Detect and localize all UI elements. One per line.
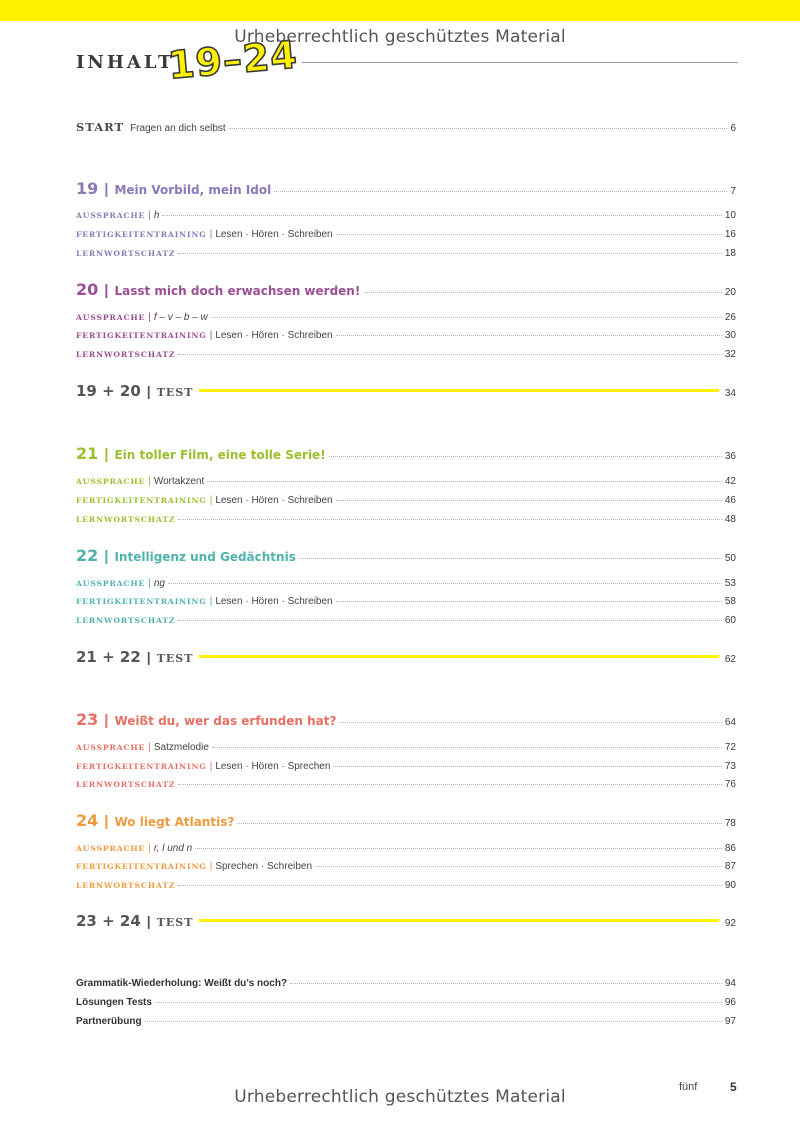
toc-entry-test-23-24[interactable] (76, 912, 736, 930)
page-number: 96 (724, 997, 736, 1008)
page-number: 78 (724, 818, 736, 829)
toc-sub-aussprache[interactable] (76, 843, 736, 854)
toc-sub-aussprache[interactable] (76, 210, 736, 221)
sub-label: FERTIGKEITENTRAINING (76, 597, 207, 606)
toc-sub-lernwortschatz[interactable] (76, 615, 736, 626)
page-number: 36 (724, 451, 736, 462)
toc-sub-lernwortschatz[interactable] (76, 779, 736, 790)
unit-title: Weißt du, wer das erfunden hat? (114, 714, 337, 728)
toc-entry-unit-23[interactable] (76, 710, 736, 729)
sub-text: Sprechen · Schreiben (215, 861, 313, 872)
toc-entry-test-19-20[interactable] (76, 382, 736, 400)
page-number: 42 (724, 476, 736, 487)
separator: | (209, 596, 213, 607)
separator: | (104, 446, 109, 463)
separator: | (104, 813, 109, 830)
extra-label: Grammatik-Wiederholung: Weißt du’s noch? (76, 978, 288, 989)
start-subtitle: Fragen an dich selbst (130, 123, 226, 134)
sub-text: Lesen · Hören · Schreiben (215, 330, 333, 341)
dot-leader (237, 823, 722, 824)
unit-title: Ein toller Film, eine tolle Serie! (114, 448, 326, 462)
toc-entry-unit-20[interactable] (76, 280, 736, 299)
extra-label: Lösungen Tests (76, 997, 152, 1008)
unit-title: Intelligenz und Gedächtnis (114, 550, 296, 564)
toc-entry-test-21-22[interactable] (76, 648, 736, 666)
page-number: 73 (724, 761, 736, 772)
dot-leader (336, 601, 722, 602)
yellow-rule (199, 919, 718, 922)
separator: | (148, 210, 151, 221)
unit-number: 19 (76, 179, 99, 198)
page-number: 92 (724, 918, 736, 929)
page-number: 76 (724, 779, 736, 790)
toc-sub-fertigkeitentraining[interactable] (76, 330, 736, 341)
page-number: 46 (724, 495, 736, 506)
page-number: 26 (724, 312, 736, 323)
page-number: 7 (730, 186, 736, 197)
test-label: TEST (156, 916, 194, 929)
page-number: 90 (724, 880, 736, 891)
separator: | (148, 476, 151, 487)
toc-entry-unit-21[interactable] (76, 444, 736, 463)
unit-title: Mein Vorbild, mein Idol (114, 183, 272, 197)
sub-label: FERTIGKEITENTRAINING (76, 762, 207, 771)
sub-text: r, l und n (153, 843, 193, 854)
unit-number: 22 (76, 546, 99, 565)
sub-label: LERNWORTSCHATZ (76, 780, 176, 789)
dot-leader (336, 500, 722, 501)
sub-label: FERTIGKEITENTRAINING (76, 862, 207, 871)
sub-label: LERNWORTSCHATZ (76, 515, 176, 524)
toc-entry-loesungen[interactable] (76, 997, 736, 1008)
extra-label: Partnerübung (76, 1016, 142, 1027)
toc-sub-aussprache[interactable] (76, 578, 736, 589)
yellow-rule (199, 389, 718, 392)
test-units: 23 + 24 (76, 912, 141, 930)
dot-leader (336, 234, 722, 235)
separator: | (148, 742, 151, 753)
test-units: 19 + 20 (76, 382, 141, 400)
header-rule (302, 62, 738, 63)
sub-label: AUSSPRACHE (76, 477, 146, 486)
dot-leader (336, 335, 722, 336)
dot-leader (333, 766, 721, 767)
toc-sub-lernwortschatz[interactable] (76, 514, 736, 525)
sub-label: LERNWORTSCHATZ (76, 881, 176, 890)
separator: | (146, 913, 151, 929)
sub-label: LERNWORTSCHATZ (76, 616, 176, 625)
separator: | (104, 712, 109, 729)
sub-text: Lesen · Hören · Sprechen (215, 761, 331, 772)
dot-leader (178, 885, 722, 886)
dot-leader (178, 784, 722, 785)
unit-number: 24 (76, 811, 99, 830)
unit-title: Lasst mich doch erwachsen werden! (114, 284, 361, 298)
separator: | (209, 229, 213, 240)
separator: | (209, 761, 213, 772)
dot-leader (229, 128, 728, 129)
unit-number: 21 (76, 444, 99, 463)
separator: | (148, 843, 151, 854)
separator: | (148, 312, 151, 323)
sub-label: FERTIGKEITENTRAINING (76, 496, 207, 505)
page-number: 64 (724, 717, 736, 728)
toc-entry-unit-19[interactable] (76, 179, 736, 198)
dot-leader (168, 583, 722, 584)
toc-entry-grammatik[interactable] (76, 978, 736, 989)
dot-leader (178, 354, 722, 355)
toc-sub-fertigkeitentraining[interactable] (76, 495, 736, 506)
page-number: 50 (724, 553, 736, 564)
dot-leader (290, 983, 722, 984)
dot-leader (207, 481, 722, 482)
dot-leader (363, 292, 722, 293)
toc-entry-start[interactable] (76, 120, 736, 134)
unit-number: 23 (76, 710, 99, 729)
separator: | (209, 861, 213, 872)
unit-title: Wo liegt Atlantis? (114, 815, 235, 829)
sub-text: ng (153, 578, 165, 589)
page-number: 30 (724, 330, 736, 341)
dot-leader (329, 456, 722, 457)
sub-text: f – v – b – w (153, 312, 208, 323)
toc-entry-unit-24[interactable] (76, 811, 736, 830)
test-units: 21 + 22 (76, 648, 141, 666)
separator: | (146, 383, 151, 399)
page-number: 87 (724, 861, 736, 872)
page-number: 10 (724, 210, 736, 221)
unit-range: 19–24 (166, 32, 300, 88)
separator: | (146, 649, 151, 665)
separator: | (104, 181, 109, 198)
dot-leader (315, 866, 722, 867)
sub-label: AUSSPRACHE (76, 743, 146, 752)
separator: | (104, 282, 109, 299)
toc-sub-lernwortschatz[interactable] (76, 349, 736, 360)
sub-label: AUSSPRACHE (76, 579, 146, 588)
sub-label: FERTIGKEITENTRAINING (76, 230, 207, 239)
sub-text: h (153, 210, 160, 221)
separator: | (104, 548, 109, 565)
dot-leader (211, 317, 722, 318)
test-label: TEST (156, 652, 194, 665)
toc-sub-aussprache[interactable] (76, 476, 736, 487)
dot-leader (178, 253, 722, 254)
dot-leader (195, 848, 722, 849)
page-number: 58 (724, 596, 736, 607)
sub-text: Lesen · Hören · Schreiben (215, 229, 333, 240)
toc-entry-unit-22[interactable] (76, 546, 736, 565)
sub-text: Wortakzent (153, 476, 205, 487)
dot-leader (155, 1002, 722, 1003)
page-number: 60 (724, 615, 736, 626)
sub-label: AUSSPRACHE (76, 211, 146, 220)
dot-leader (162, 215, 721, 216)
toc-sub-fertigkeitentraining[interactable] (76, 229, 736, 240)
dot-leader (299, 558, 722, 559)
toc-sub-lernwortschatz[interactable] (76, 880, 736, 891)
yellow-rule (199, 655, 718, 658)
dot-leader (274, 191, 727, 192)
toc-sub-aussprache[interactable] (76, 312, 736, 323)
page-number: 94 (724, 978, 736, 989)
toc-sub-fertigkeitentraining[interactable] (76, 761, 736, 772)
dot-leader (145, 1021, 722, 1022)
page-number-word: fünf (679, 1081, 698, 1093)
sub-text: Satzmelodie (153, 742, 209, 753)
sub-text: Lesen · Hören · Schreiben (215, 596, 333, 607)
sub-label: FERTIGKEITENTRAINING (76, 331, 207, 340)
start-label: START (76, 120, 125, 134)
dot-leader (178, 519, 722, 520)
test-label: TEST (156, 386, 194, 399)
unit-number: 20 (76, 280, 99, 299)
dot-leader (339, 722, 721, 723)
dot-leader (178, 620, 722, 621)
toc-sub-aussprache[interactable] (76, 742, 736, 753)
toc-entry-partneruebung[interactable] (76, 1016, 736, 1027)
toc-sub-fertigkeitentraining[interactable] (76, 861, 736, 872)
sub-label: LERNWORTSCHATZ (76, 249, 176, 258)
separator: | (209, 495, 213, 506)
watermark-bottom: Urheberrechtlich geschütztes Material (234, 1087, 566, 1107)
page-title: INHALT (76, 52, 175, 73)
toc-sub-lernwortschatz[interactable] (76, 248, 736, 259)
page-number: 6 (730, 123, 736, 134)
separator: | (209, 330, 213, 341)
page-number: 86 (724, 843, 736, 854)
toc-sub-fertigkeitentraining[interactable] (76, 596, 736, 607)
page-number: 62 (724, 654, 736, 665)
page-number: 18 (724, 248, 736, 259)
sub-label: LERNWORTSCHATZ (76, 350, 176, 359)
page-number: 20 (724, 287, 736, 298)
watermark-top: Urheberrechtlich geschütztes Material (234, 27, 566, 47)
sub-label: AUSSPRACHE (76, 844, 146, 853)
page-number: 72 (724, 742, 736, 753)
top-yellow-bar (0, 0, 800, 21)
dot-leader (212, 747, 722, 748)
page-number: 16 (724, 229, 736, 240)
page-number-footer: 5 (730, 1080, 737, 1094)
page-number: 32 (724, 349, 736, 360)
page-number: 53 (724, 578, 736, 589)
sub-text: Lesen · Hören · Schreiben (215, 495, 333, 506)
page-number: 97 (724, 1016, 736, 1027)
page-number: 48 (724, 514, 736, 525)
sub-label: AUSSPRACHE (76, 313, 146, 322)
page-number: 34 (724, 388, 736, 399)
separator: | (148, 578, 151, 589)
